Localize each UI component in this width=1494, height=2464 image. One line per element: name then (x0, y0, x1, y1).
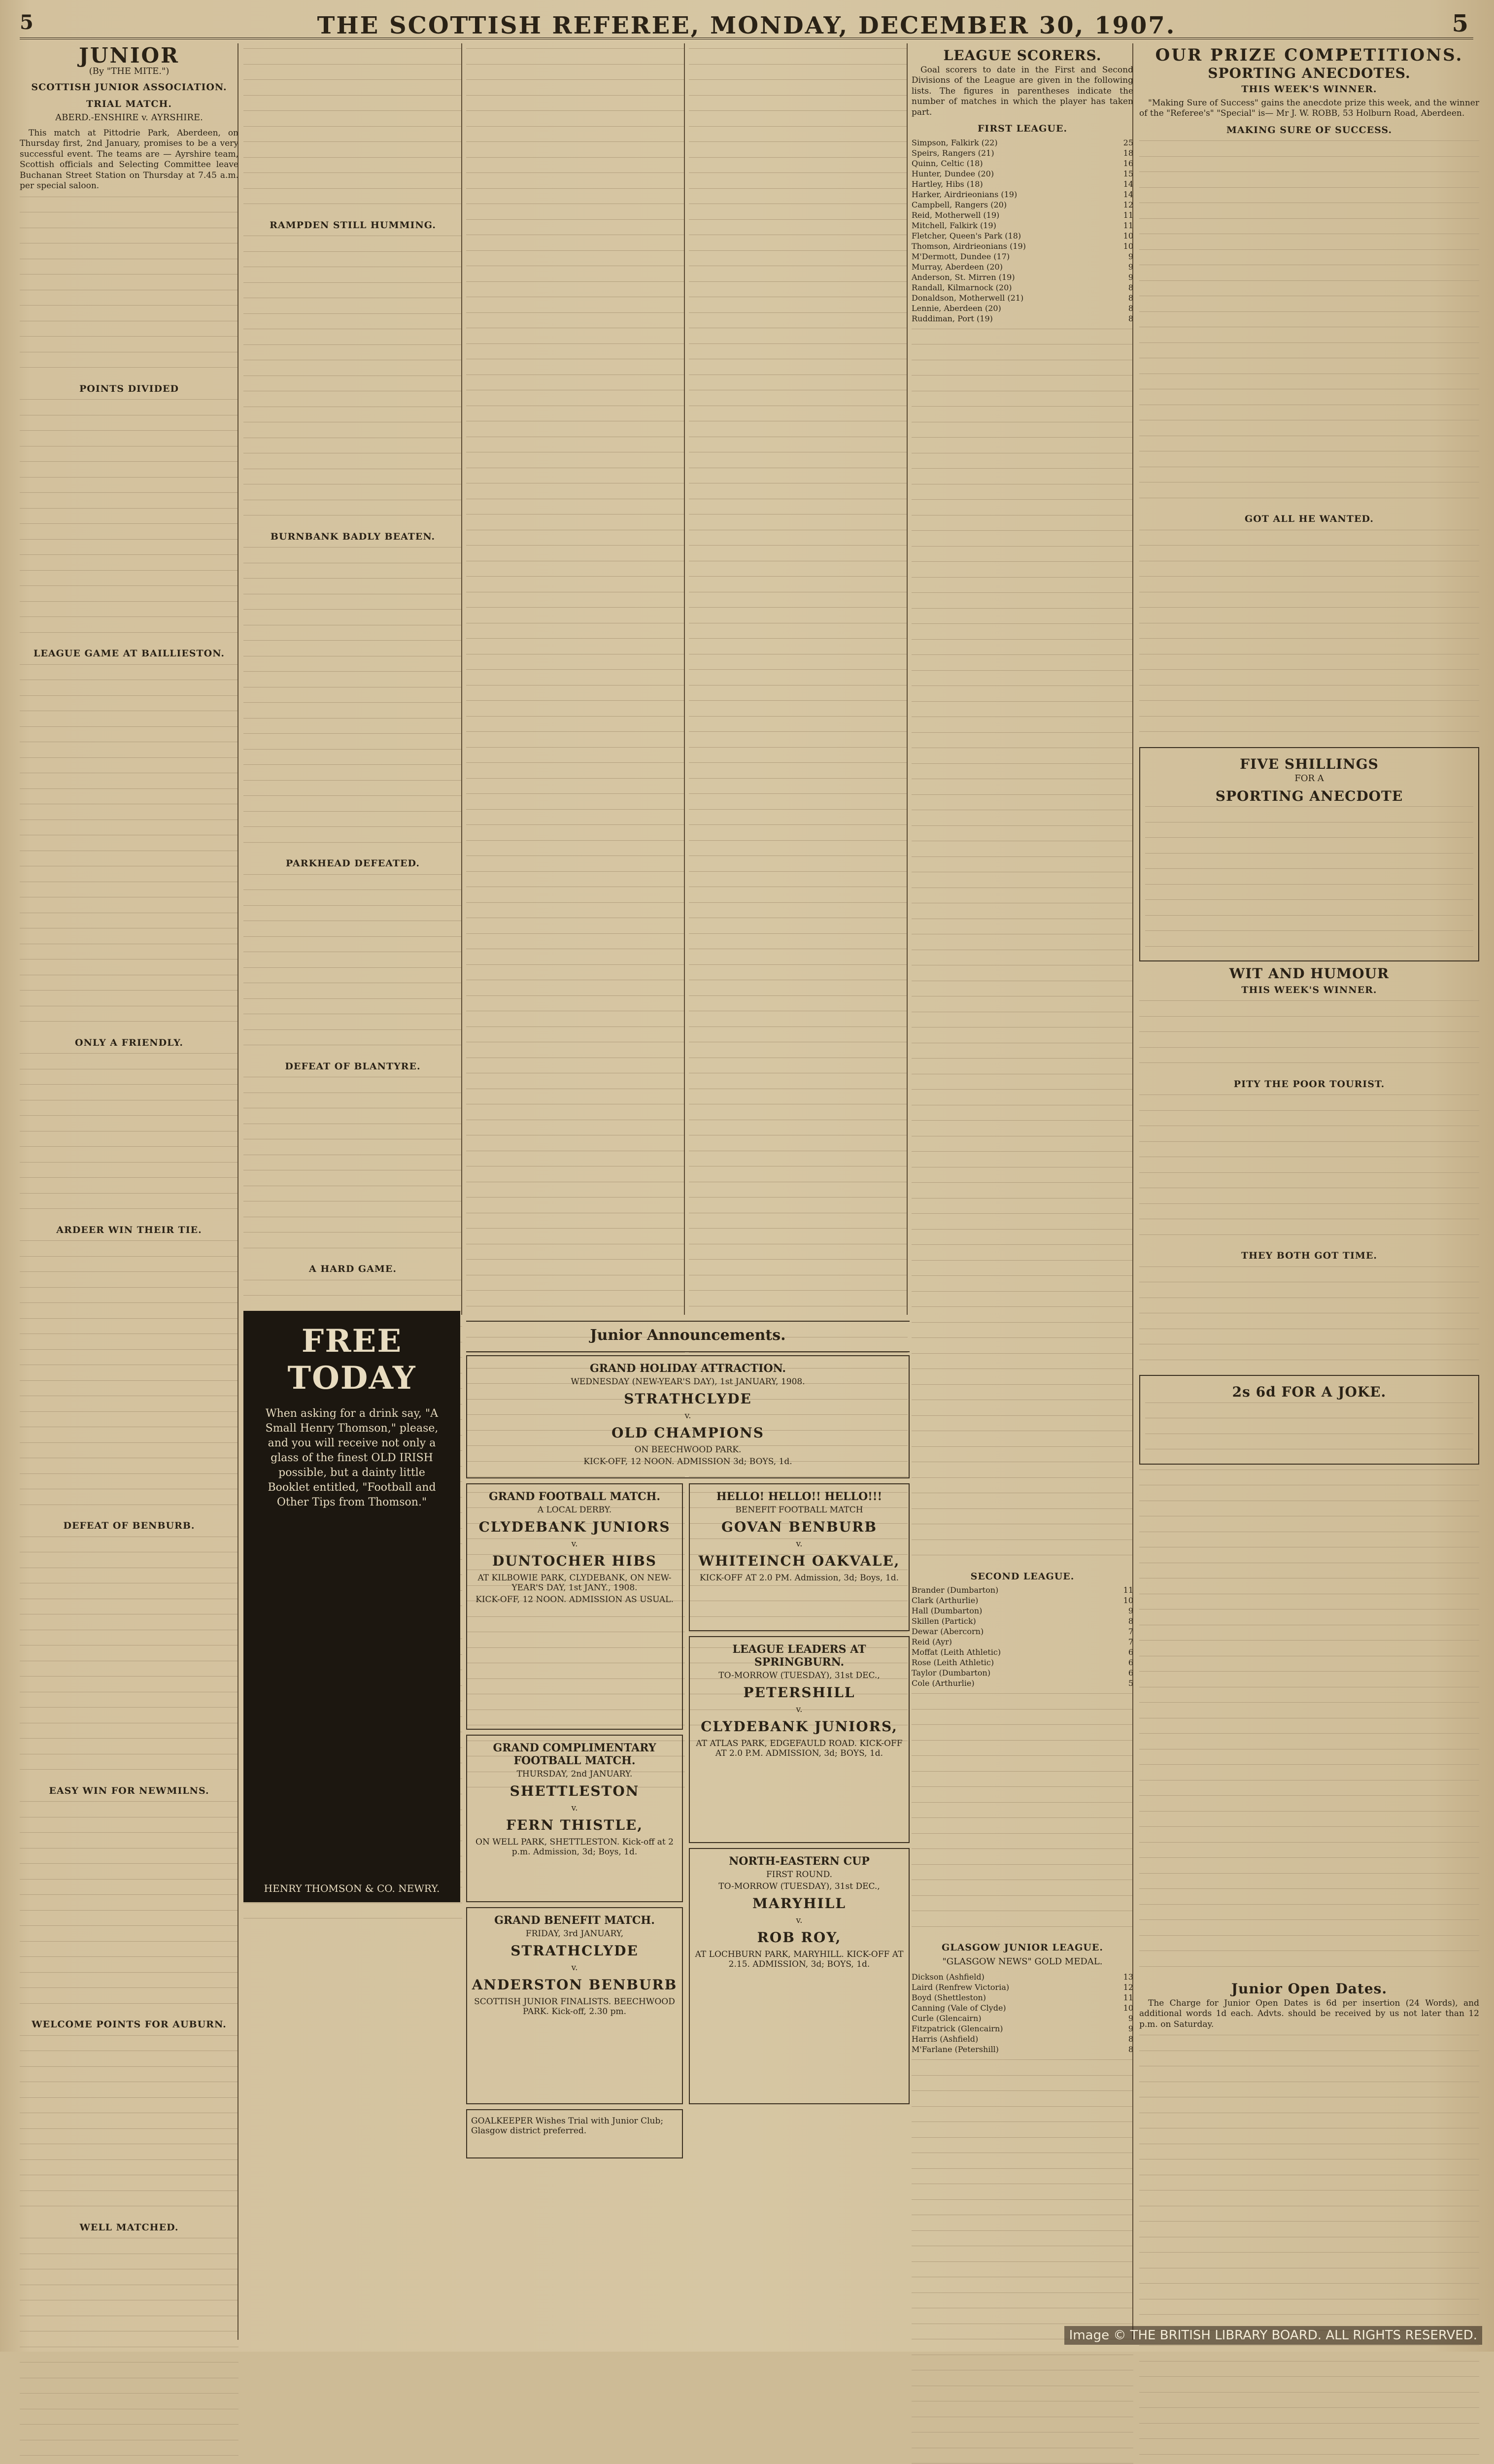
ann-line: ON WELL PARK, SHETTLESTON. Kick-off at 2 p.m. Admission, 3d; Boys, 1d. (475, 1837, 674, 1857)
scorer-name: Randall, Kilmarnock (20) (912, 282, 1012, 292)
scorer-row (912, 210, 1133, 220)
joke-heading: 2s 6d FOR A JOKE. (1232, 1384, 1387, 1400)
gjl-subheading: "GLASGOW NEWS" GOLD MEDAL. (942, 1956, 1103, 1967)
text-lines (1139, 1470, 1479, 1977)
scorer-name: Canning (Vale of Clyde) (912, 2003, 1006, 2013)
scorer-name: Boyd (Shettleston) (912, 1993, 986, 2002)
first-league-heading: FIRST LEAGUE. (977, 123, 1068, 134)
ann-team: PETERSHILL (743, 1684, 855, 1701)
open-dates-intro: The Charge for Junior Open Dates is 6d per insertion (24 Words), and additional words 1d each. Advts. should be received by us not later than 12 p.m. on Saturday. (1139, 1998, 1479, 2029)
scorer-goals: 18 (1123, 148, 1133, 158)
scorer-row (912, 2003, 1133, 2013)
heading-newmilns: EASY WIN FOR NEWMILNS. (49, 1785, 209, 1796)
scorer-row (912, 148, 1133, 158)
text-lines (912, 329, 1133, 1566)
scorer-row (912, 158, 1133, 169)
column-3 (466, 43, 685, 1315)
scorer-row (912, 2023, 1133, 2034)
scorer-row (912, 251, 1133, 262)
trial-heading: TRIAL MATCH. (86, 98, 172, 109)
scorer-row (912, 2034, 1133, 2044)
ann-line: BENEFIT FOOTBALL MATCH (735, 1505, 863, 1515)
ann-team: DUNTOCHER HIBS (492, 1553, 657, 1569)
scorer-row (912, 169, 1133, 179)
text-lines (1139, 140, 1479, 508)
text-lines (912, 2059, 1133, 2464)
scorer-name: M'Farlane (Petershill) (912, 2045, 999, 2054)
text-lines (20, 664, 238, 1032)
scorer-goals: 6 (1128, 1658, 1133, 1667)
advert-maker: HENRY THOMSON & CO. NEWRY. (264, 1882, 440, 1894)
scorer-row (912, 1616, 1133, 1626)
announcement-maryhill-rob-roy (689, 1848, 910, 2104)
scorer-name: M'Dermott, Dundee (17) (912, 251, 1010, 261)
heading-burnbank: BURNBANK BADLY BEATEN. (270, 531, 436, 542)
scorer-row (912, 2013, 1133, 2023)
text-lines (1145, 806, 1473, 957)
text-lines (243, 874, 462, 1056)
text-lines (20, 1801, 238, 2014)
ann-line: v. (684, 1411, 691, 1421)
scorer-row (912, 1585, 1133, 1595)
scorer-row (912, 200, 1133, 210)
ann-line: v. (796, 1705, 803, 1714)
scorer-row (912, 1606, 1133, 1616)
ann-team: FERN THISTLE, (506, 1817, 644, 1833)
scorer-name: Quinn, Celtic (18) (912, 158, 983, 168)
scorer-name: Taylor (Dumbarton) (912, 1668, 991, 1677)
ann-line: A LOCAL DERBY. (537, 1505, 612, 1515)
ann-line: GRAND BENEFIT MATCH. (494, 1914, 655, 1927)
ann-line: ON BEECHWOOD PARK. (634, 1445, 742, 1455)
scorer-goals: 6 (1128, 1668, 1133, 1677)
text-lines (243, 236, 462, 526)
scorers-title: LEAGUE SCORERS. (943, 47, 1102, 64)
trial-paragraph: This match at Pittodrie Park, Aberdeen, on Thursday first, 2nd January, promises to be a very successful event. The teams are — Ayrshire team, Scottish officials and Selecting Committee leave Buchanan Street Station on Thursday at 7.45 a.m. per special saloon. (20, 128, 238, 191)
five-shillings-box (1139, 747, 1479, 962)
scorer-name: Rose (Leith Athletic) (912, 1658, 994, 1667)
scorer-name: Hunter, Dundee (20) (912, 169, 994, 178)
scorer-row (912, 313, 1133, 324)
ann-line: THURSDAY, 2nd JANUARY. (516, 1769, 633, 1779)
winner-text: "Making Sure of Success" gains the anecdote prize this week, and the winner of the "Referee's" "Special" is— Mr J. W. ROBB, 53 Holburn Road, Aberdeen. (1139, 98, 1479, 118)
ann-line: TO-MORROW (TUESDAY), 31st DEC., (718, 1882, 880, 1891)
anecdotes-heading: SPORTING ANECDOTES. (1208, 65, 1411, 81)
ann-line: SCOTTISH JUNIOR FINALISTS. BEECHWOOD PARK. Kick-off, 2.30 pm. (474, 1997, 675, 2017)
scorer-name: Donaldson, Motherwell (21) (912, 293, 1024, 303)
got-all-heading: GOT ALL HE WANTED. (1245, 513, 1374, 524)
second-league-heading: SECOND LEAGUE. (970, 1571, 1075, 1582)
scorer-name: Campbell, Rangers (20) (912, 200, 1007, 209)
ann-line: GOALKEEPER Wishes Trial with Junior Club; Glasgow district preferred. (471, 2116, 664, 2136)
text-lines (20, 2035, 238, 2217)
scorer-goals: 10 (1123, 241, 1133, 251)
scorer-name: Ruddiman, Port (19) (912, 313, 993, 323)
scorer-goals: 7 (1128, 1627, 1133, 1636)
scorer-row (912, 293, 1133, 303)
ann-line: HELLO! HELLO!! HELLO!!! (716, 1490, 883, 1503)
scorer-row (912, 220, 1133, 231)
advert-body: When asking for a drink say, "A Small Henry Thomson," please, and you will receive not only a glass of the finest OLD IRISH possible, but a dainty little Booklet entitled, "Football and Other Tips from Thomson." (265, 1407, 439, 1508)
ann-team: GOVAN BENBURB (721, 1519, 878, 1535)
column-prize-competitions (1139, 43, 1479, 2340)
announcement-strathclyde-old-champions (466, 1355, 910, 1478)
scorer-row (912, 241, 1133, 251)
scorer-name: Clark (Arthurlie) (912, 1596, 979, 1605)
five-shillings: FIVE SHILLINGS (1240, 755, 1379, 772)
gjl-table (912, 1972, 1133, 2054)
ann-team: OLD CHAMPIONS (611, 1425, 764, 1441)
scorer-goals: 7 (1128, 1637, 1133, 1646)
scorer-row (912, 1982, 1133, 1992)
scorer-goals: 8 (1128, 282, 1133, 292)
ann-line: v. (571, 1539, 578, 1549)
scorer-name: Dickson (Ashfield) (912, 1972, 985, 1982)
text-lines (1139, 1266, 1479, 1370)
scorer-goals: 9 (1128, 2014, 1133, 2023)
ann-team: WHITEINCH OAKVALE, (698, 1553, 900, 1569)
scorer-goals: 11 (1123, 1993, 1133, 2002)
text-lines (20, 1053, 238, 1219)
scorer-name: Anderson, St. Mirren (19) (912, 272, 1015, 282)
scorer-goals: 6 (1128, 1647, 1133, 1657)
scorer-goals: 8 (1128, 1616, 1133, 1626)
junior-byline: (By "THE MITE.") (89, 66, 170, 76)
scorer-goals: 8 (1128, 293, 1133, 303)
ann-team: ANDERSTON BENBURB (472, 1977, 678, 1993)
first-league-table (912, 137, 1133, 324)
scorer-name: Laird (Renfrew Victoria) (912, 1983, 1010, 1992)
free-today-advert (243, 1311, 460, 1902)
sporting-anecdote: SPORTING ANECDOTE (1215, 787, 1403, 804)
ann-line: WEDNESDAY (NEW-YEAR'S DAY), 1st JANUARY, 1908. (571, 1377, 805, 1387)
for-a: FOR A (1294, 773, 1324, 784)
heading-auburn: WELCOME POINTS FOR AUBURN. (32, 2019, 227, 2030)
column-rule (1132, 43, 1133, 2340)
scorer-row (912, 282, 1133, 293)
scorer-row (912, 231, 1133, 241)
scorer-row (912, 262, 1133, 272)
scorer-name: Thomson, Airdrieonians (19) (912, 241, 1026, 251)
second-league-table (912, 1585, 1133, 1688)
scorer-goals: 14 (1123, 179, 1133, 189)
ann-line: v. (796, 1916, 803, 1925)
ann-line: FIRST ROUND. (766, 1870, 833, 1880)
scorer-goals: 9 (1128, 262, 1133, 272)
heading-parkhead: PARKHEAD DEFEATED. (286, 858, 420, 869)
announcement-clydebank-duntocher (466, 1483, 683, 1730)
ann-team: STRATHCLYDE (510, 1943, 639, 1959)
scorer-name: Lennie, Aberdeen (20) (912, 303, 1001, 313)
image-credit: Image © THE BRITISH LIBRARY BOARD. ALL RIGHTS RESERVED. (1064, 2326, 1482, 2345)
text-lines (20, 2238, 238, 2464)
heading-ardeer: ARDEER WIN THEIR TIE. (56, 1224, 202, 1235)
ann-line: KICK-OFF, 12 NOON. ADMISSION 3d; BOYS, 1d. (583, 1457, 792, 1467)
gjl-heading: GLASGOW JUNIOR LEAGUE. (941, 1942, 1104, 1953)
text-lines (20, 1537, 238, 1780)
scorer-goals: 16 (1123, 158, 1133, 168)
scorer-row (912, 1992, 1133, 2003)
ann-team: CLYDEBANK JUNIORS, (701, 1718, 898, 1735)
announcement-petershill-clydebank (689, 1636, 910, 1843)
announcement-benburb-oakvale (689, 1483, 910, 1631)
heading-points-divided: POINTS DIVIDED (79, 383, 179, 394)
open-dates-heading: Junior Open Dates. (1231, 1981, 1388, 1997)
scorer-goals: 10 (1123, 2003, 1133, 2013)
scorer-name: Fletcher, Queen's Park (18) (912, 231, 1021, 240)
masthead (20, 7, 1473, 39)
scorer-goals: 10 (1123, 231, 1133, 240)
wit-winner-heading: THIS WEEK'S WINNER. (1241, 984, 1377, 995)
pity-heading: PITY THE POOR TOURIST. (1233, 1078, 1385, 1090)
joke-box (1139, 1375, 1479, 1465)
scorer-row (912, 1637, 1133, 1647)
heading-league-game: LEAGUE GAME AT BAILLIESTON. (34, 648, 225, 659)
ann-line: AT ATLAS PARK, EDGEFAULD ROAD. KICK-OFF AT 2.0 P.M. ADMISSION, 3d; BOYS, 1d. (696, 1739, 903, 1758)
junior-title: JUNIOR (78, 43, 180, 68)
scorer-goals: 14 (1123, 189, 1133, 199)
scorer-name: Hartley, Hibs (18) (912, 179, 983, 189)
scorer-name: Speirs, Rangers (21) (912, 148, 994, 158)
column-league-scorers (912, 43, 1133, 2340)
scorer-row (912, 1626, 1133, 1637)
scorer-goals: 15 (1123, 169, 1133, 178)
ann-line: FRIDAY, 3rd JANUARY, (525, 1929, 624, 1939)
heading-defeat-benburb: DEFEAT OF BENBURB. (63, 1520, 195, 1531)
scorer-name: Harker, Airdrieonians (19) (912, 189, 1018, 199)
both-got-heading: THEY BOTH GOT TIME. (1241, 1250, 1378, 1261)
text-lines (243, 547, 462, 853)
scorer-row (912, 1678, 1133, 1688)
ann-line: TO-MORROW (TUESDAY), 31st DEC., (718, 1671, 880, 1680)
prize-title: OUR PRIZE COMPETITIONS. (1155, 45, 1463, 65)
ann-team: STRATHCLYDE (624, 1391, 752, 1407)
scorer-name: Fitzpatrick (Glencairn) (912, 2024, 1003, 2033)
scorer-name: Dewar (Abercorn) (912, 1627, 984, 1636)
section-heading: SCOTTISH JUNIOR ASSOCIATION. (31, 82, 227, 93)
ann-line: v. (571, 1963, 578, 1973)
scorer-name: Reid (Ayr) (912, 1637, 952, 1646)
text-lines (20, 1240, 238, 1515)
text-lines (1139, 1095, 1479, 1245)
scorer-goals: 8 (1128, 303, 1133, 313)
announcement-goalkeeper (466, 2109, 683, 2158)
scorer-row (912, 272, 1133, 282)
scorer-goals: 9 (1128, 272, 1133, 282)
column-rule (461, 43, 462, 1315)
trial-subheading: ABERD.-ENSHIRE v. AYRSHIRE. (55, 112, 203, 123)
scorer-goals: 11 (1123, 1585, 1133, 1595)
scorer-goals: 12 (1123, 1983, 1133, 1992)
ann-line: AT KILBOWIE PARK, CLYDEBANK, ON NEW-YEAR'S DAY, 1st JANY., 1908. (477, 1573, 672, 1593)
column-rule (684, 43, 685, 1315)
scorer-goals: 12 (1123, 200, 1133, 209)
scorer-name: Harris (Ashfield) (912, 2034, 979, 2044)
scorer-row (912, 1668, 1133, 1678)
column-junior (20, 43, 238, 2340)
scorer-goals: 9 (1128, 251, 1133, 261)
column-rule (907, 43, 908, 1315)
scorer-goals: 9 (1128, 1606, 1133, 1615)
scorer-row (912, 1647, 1133, 1657)
scorer-row (912, 137, 1133, 148)
text-lines (20, 399, 238, 643)
ann-line: v. (796, 1539, 803, 1549)
ann-line: v. (571, 1803, 578, 1813)
announcement-shettleston-fern (466, 1735, 683, 1902)
scorer-goals: 25 (1123, 137, 1133, 147)
ann-line: GRAND COMPLIMENTARY FOOTBALL MATCH. (493, 1742, 656, 1767)
scorer-goals: 5 (1128, 1678, 1133, 1688)
scorer-row (912, 2044, 1133, 2054)
text-lines (1139, 2035, 1479, 2464)
ann-line: LEAGUE LEADERS AT SPRINGBURN. (732, 1643, 866, 1669)
heading-only-friendly: ONLY A FRIENDLY. (75, 1037, 183, 1048)
ann-team: SHETTLESTON (509, 1783, 640, 1799)
scorer-name: Moffat (Leith Athletic) (912, 1647, 1001, 1657)
text-lines (1139, 530, 1479, 742)
ann-team: CLYDEBANK JUNIORS (478, 1519, 671, 1535)
scorer-name: Skillen (Partick) (912, 1616, 976, 1626)
scorer-goals: 11 (1123, 220, 1133, 230)
scorer-name: Murray, Aberdeen (20) (912, 262, 1003, 272)
winner-heading: THIS WEEK'S WINNER. (1241, 84, 1377, 95)
scorer-name: Hall (Dumbarton) (912, 1606, 983, 1615)
ann-team: ROB ROY, (757, 1929, 842, 1946)
page-title: THE SCOTTISH REFEREE, MONDAY, DECEMBER 30, 1907. (317, 12, 1176, 39)
page-number-right: 5 (1452, 10, 1468, 37)
scorer-goals: 11 (1123, 210, 1133, 220)
wit-heading: WIT AND HUMOUR (1229, 965, 1390, 982)
announcements-header: Junior Announcements. (466, 1321, 910, 1352)
ann-line: AT LOCHBURN PARK, MARYHILL. KICK-OFF AT 2.15. ADMISSION, 3d; BOYS, 1d. (695, 1950, 904, 1969)
scorer-name: Mitchell, Falkirk (19) (912, 220, 996, 230)
column-4 (689, 43, 908, 1315)
scorer-row (912, 189, 1133, 200)
scorer-row (912, 179, 1133, 189)
column-2 (243, 43, 462, 1315)
announcement-strathclyde-anderston (466, 1907, 683, 2104)
ann-line: KICK-OFF, 12 NOON. ADMISSION AS USUAL. (475, 1595, 674, 1605)
text-lines (912, 1693, 1133, 1937)
text-lines (1145, 1403, 1473, 1460)
heading-well-matched: WELL MATCHED. (79, 2222, 179, 2233)
scorer-goals: 8 (1128, 313, 1133, 323)
heading-rampden: RAMPDEN STILL HUMMING. (270, 219, 436, 231)
scorer-goals: 13 (1123, 1972, 1133, 1982)
scorer-goals: 9 (1128, 2024, 1133, 2033)
scorer-name: Curle (Glencairn) (912, 2014, 982, 2023)
scorer-goals: 10 (1123, 1596, 1133, 1605)
scorers-intro: Goal scorers to date in the First and Second Divisions of the League are given in the following lists. The figures in parentheses indicate the number of matches in which the player has taken part. (912, 65, 1133, 117)
scorer-goals: 8 (1128, 2045, 1133, 2054)
page-number-left: 5 (20, 11, 34, 34)
scorer-goals: 8 (1128, 2034, 1133, 2044)
ann-line: NORTH-EASTERN CUP (729, 1855, 870, 1868)
text-lines (20, 197, 238, 378)
text-lines (1139, 1000, 1479, 1073)
scorer-row (912, 1657, 1133, 1668)
scorer-name: Brander (Dumbarton) (912, 1585, 999, 1595)
ann-line: KICK-OFF AT 2.0 PM. Admission, 3d; Boys, 1d. (699, 1573, 899, 1583)
scorer-name: Reid, Motherwell (19) (912, 210, 1000, 220)
ann-line: GRAND HOLIDAY ATTRACTION. (590, 1362, 786, 1375)
text-lines (243, 48, 462, 214)
heading-blantyre: DEFEAT OF BLANTYRE. (285, 1061, 421, 1072)
scorer-name: Simpson, Falkirk (22) (912, 137, 998, 147)
advert-headline: FREE TODAY (287, 1323, 416, 1397)
scorer-name: Cole (Arthurlie) (912, 1678, 975, 1688)
making-sure-heading: MAKING SURE OF SUCCESS. (1226, 124, 1392, 136)
text-lines (243, 1077, 462, 1258)
scorer-row (912, 303, 1133, 313)
ann-line: GRAND FOOTBALL MATCH. (488, 1490, 661, 1503)
ann-team: MARYHILL (752, 1895, 847, 1912)
heading-hard-game: A HARD GAME. (308, 1264, 397, 1274)
scorer-row (912, 1972, 1133, 1982)
scorer-row (912, 1595, 1133, 1606)
